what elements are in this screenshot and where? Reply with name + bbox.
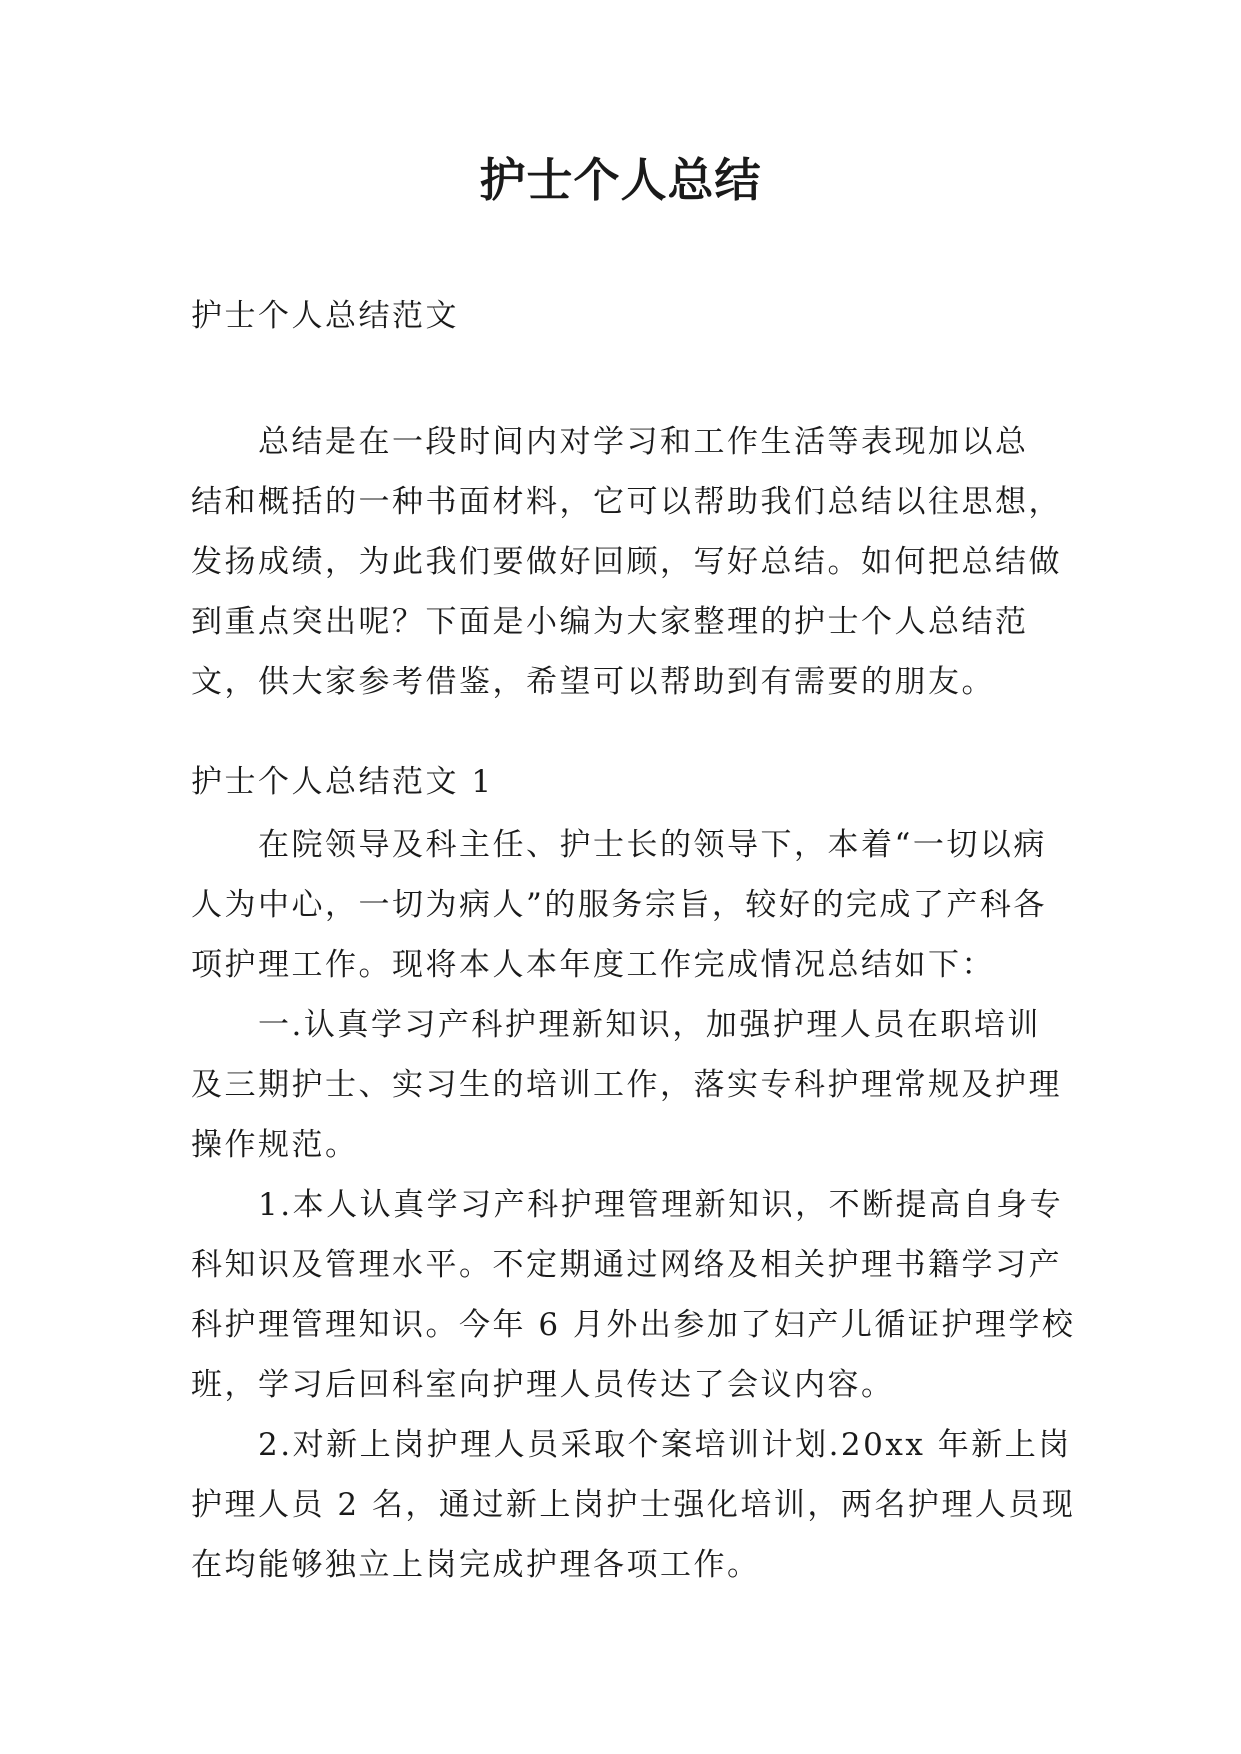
section-line: 1.本人认真学习产科护理管理新知识，不断提高自身专 <box>258 1187 1064 1223</box>
intro-heading: 护士个人总结范文 <box>191 298 459 334</box>
intro-line: 发扬成绩，为此我们要做好回顾，写好总结。如何把总结做 <box>191 544 1062 580</box>
section-line: 在均能够独立上岗完成护理各项工作。 <box>191 1547 761 1583</box>
section-line: 一.认真学习产科护理新知识，加强护理人员在职培训 <box>258 1007 1041 1043</box>
section-line: 科知识及管理水平。不定期通过网络及相关护理书籍学习产 <box>191 1247 1062 1283</box>
intro-line: 总结是在一段时间内对学习和工作生活等表现加以总 <box>258 424 1029 460</box>
section-line: 在院领导及科主任、护士长的领导下，本着“一切以病 <box>258 827 1047 863</box>
section-line: 及三期护士、实习生的培训工作，落实专科护理常规及护理 <box>191 1067 1062 1103</box>
section-line: 操作规范。 <box>191 1127 359 1163</box>
document-title: 护士个人总结 <box>479 153 762 207</box>
intro-line: 文，供大家参考借鉴，希望可以帮助到有需要的朋友。 <box>191 664 995 700</box>
intro-paragraph <box>191 412 1062 712</box>
section-line: 科护理管理知识。今年 6 月外出参加了妇产儿循证护理学校 <box>191 1307 1076 1343</box>
intro-line: 到重点突出呢？下面是小编为大家整理的护士个人总结范 <box>191 604 1029 640</box>
section-heading: 护士个人总结范文 1 <box>191 764 494 800</box>
section-line: 人为中心，一切为病人”的服务宗旨，较好的完成了产科各 <box>191 887 1047 923</box>
section-line: 2.对新上岗护理人员采取个案培训计划.20xx 年新上岗 <box>258 1427 1072 1463</box>
section-line: 班，学习后回科室向护理人员传达了会议内容。 <box>191 1367 895 1403</box>
intro-line: 结和概括的一种书面材料，它可以帮助我们总结以往思想， <box>191 484 1062 520</box>
section-line: 项护理工作。现将本人本年度工作完成情况总结如下： <box>191 947 995 983</box>
section-line: 护理人员 2 名，通过新上岗护士强化培训，两名护理人员现 <box>191 1487 1076 1523</box>
section-body <box>191 815 1076 1595</box>
